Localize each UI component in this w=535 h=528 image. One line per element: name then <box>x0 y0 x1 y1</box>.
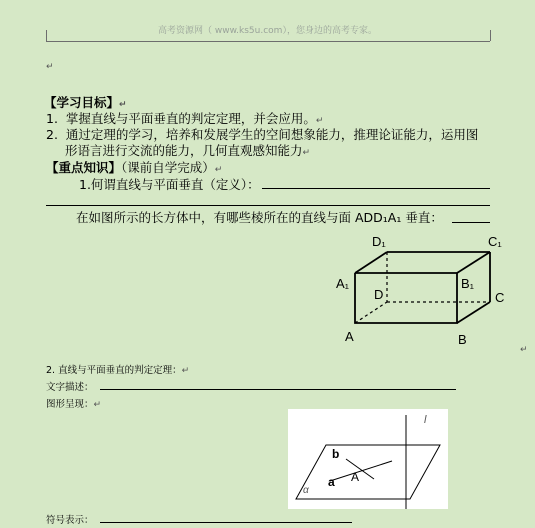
objective-item-2: 2. 通过定理的学习，培养和发展学生的空间想象能力，推理论证能力，运用图 <box>46 127 479 142</box>
cuboid-answer-line[interactable] <box>452 222 490 223</box>
theorem-figure <box>288 409 448 509</box>
theorem-title: 2. 直线与平面垂直的判定定理：↵ <box>46 365 190 376</box>
label-l: l <box>424 414 427 426</box>
cuboid-question: 在如图所示的长方体中，有哪些棱所在的直线与面 ADD₁A₁ 垂直： <box>76 210 443 225</box>
label-D: D <box>374 287 384 302</box>
label-C1: C₁ <box>488 234 502 249</box>
label-C: C <box>495 290 505 305</box>
objective-item-2-cont: 形语言进行交流的能力，几何直观感知能力↵ <box>65 143 311 158</box>
definition-answer-line-2[interactable] <box>46 205 490 206</box>
text-description-line[interactable] <box>100 389 456 390</box>
text-description-label: 文字描述： <box>46 382 94 393</box>
label-A1: A₁ <box>336 276 350 291</box>
symbol-answer-line[interactable] <box>100 522 352 523</box>
symbol-label: 符号表示： <box>46 515 94 526</box>
header-rule <box>46 41 490 42</box>
cuboid-figure <box>330 232 520 350</box>
header-crop-mark-left <box>46 30 47 41</box>
label-B1: B₁ <box>461 276 475 291</box>
label-alpha: α <box>303 485 309 496</box>
paragraph-mark-2: ↵ <box>520 345 528 355</box>
label-A: A <box>345 329 354 344</box>
paragraph-mark: ↵ <box>46 62 54 72</box>
header-crop-mark-right <box>490 30 491 41</box>
definition-question: 1.何谓直线与平面垂直（定义）： <box>79 177 260 192</box>
figure-label: 图形呈现：↵ <box>46 399 102 410</box>
page-header: 高考资源网（ www.ks5u.com），您身边的高考专家。 <box>158 26 377 36</box>
objective-item-1: 1. 掌握直线与平面垂直的判定定理，并会应用。↵ <box>46 111 324 126</box>
label-B: B <box>458 332 467 347</box>
objectives-title: 【学习目标】↵ <box>44 95 127 110</box>
label-A-point: A <box>351 470 360 484</box>
label-D1: D₁ <box>372 234 386 249</box>
definition-answer-line[interactable] <box>262 188 490 189</box>
label-b: b <box>332 447 340 461</box>
label-a: a <box>328 475 335 489</box>
key-knowledge-title: 【重点知识】（课前自学完成）↵ <box>46 160 223 175</box>
